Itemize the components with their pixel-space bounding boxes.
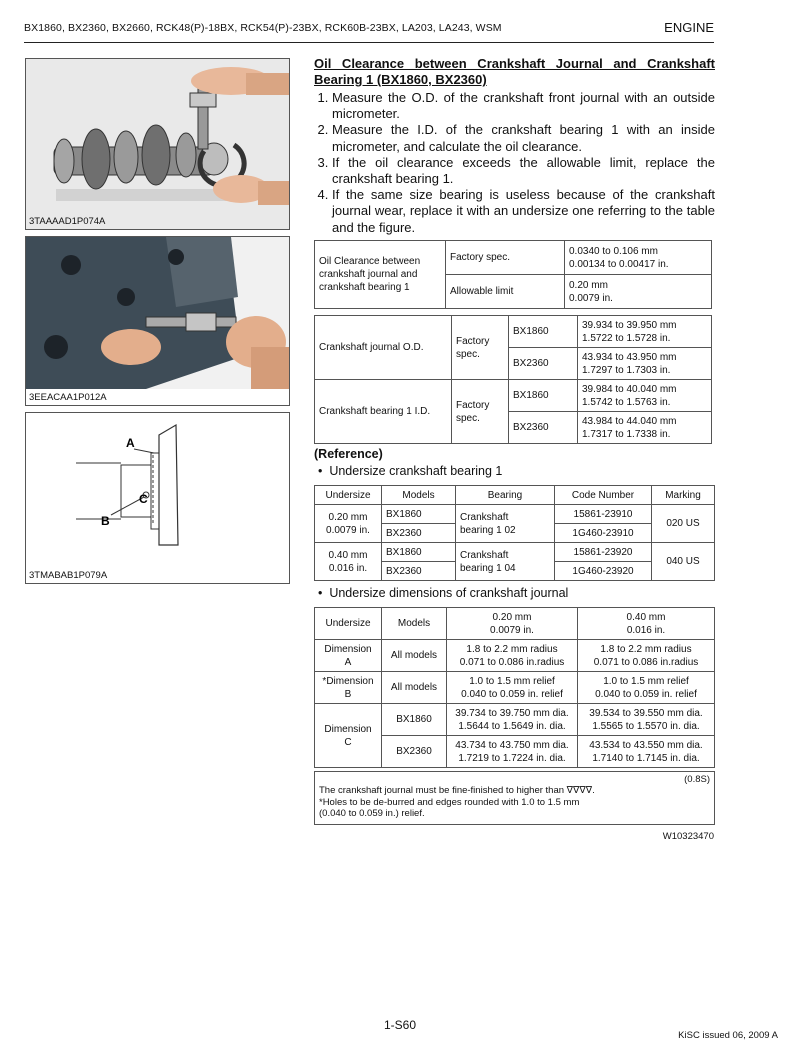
table-cell: Factory spec. [452,316,509,380]
table-cell: Crankshaft bearing 1 02 [456,505,555,543]
table-cell: 020 US [652,505,715,543]
reference-bullet-1: • Undersize crankshaft bearing 1 [318,464,503,478]
table-cell: 15861-23910 [555,505,652,524]
table-cell: 39.934 to 39.950 mm 1.5722 to 1.5728 in. [578,316,712,348]
table-header: Undersize [315,486,382,505]
table-cell: 0.20 mm 0.0079 in. [315,505,382,543]
finish-note [314,771,715,825]
figure-caption: 3TAAAAD1P074A [29,216,106,227]
undersize-bearing-table [314,485,715,581]
figure-caption: 3TMABAB1P079A [29,570,108,581]
oil-clearance-spec-table [314,240,712,309]
table-header: 0.40 mm 0.016 in. [578,608,715,640]
table-cell: 39.734 to 39.750 mm dia. 1.5644 to 1.5649 in. dia. [447,704,578,736]
step-item: 1. Measure the O.D. of the crankshaft front journal with an outside micrometer. [332,90,715,122]
table-cell: Crankshaft journal O.D. [315,316,452,380]
table-cell: Factory spec. [452,380,509,444]
figure-engine-block [25,236,290,406]
table-cell: 0.0340 to 0.106 mm 0.00134 to 0.00417 in. [565,241,712,275]
table-cell: Allowable limit [446,275,565,309]
table-cell: 43.734 to 43.750 mm dia. 1.7219 to 1.7224 in. dia. [447,736,578,768]
procedure-steps [314,90,715,236]
table-cell: 1G460-23920 [555,562,652,581]
label-c: C [139,492,148,506]
page-number: 1-S60 [383,1018,417,1032]
figure-journal-diagram [25,412,290,584]
table-cell: 15861-23920 [555,543,652,562]
table-header: Marking [652,486,715,505]
table-cell: 43.534 to 43.550 mm dia. 1.7140 to 1.7145 in. dia. [578,736,715,768]
step-item: 4. If the same size bearing is useless because of the crankshaft journal wear, replace it with an undersize one referring to the table and the figure. [332,187,715,236]
table-cell: BX1860 [509,380,578,412]
table-cell: Dimension C [315,704,382,768]
note-line-2: *Holes to be de-burred and edges rounded with 1.0 to 1.5 mm (0.040 to 0.059 in.) relief. [319,796,580,819]
table-cell: 1.8 to 2.2 mm radius 0.071 to 0.086 in.radius [447,640,578,672]
table-cell: 1.0 to 1.5 mm relief 0.040 to 0.059 in. relief [447,672,578,704]
table-cell: Oil Clearance between crankshaft journal and crankshaft bearing 1 [315,241,446,309]
table-cell: 1.8 to 2.2 mm radius 0.071 to 0.086 in.radius [578,640,715,672]
crankshaft-photo [26,59,289,229]
table-cell: BX1860 [382,505,456,524]
table-cell: 0.40 mm 0.016 in. [315,543,382,581]
table-cell: 1G460-23910 [555,524,652,543]
bullet-text: Undersize dimensions of crankshaft journal [329,586,569,600]
table-cell: 39.984 to 40.040 mm 1.5742 to 1.5763 in. [578,380,712,412]
table-cell: Crankshaft bearing 1 04 [456,543,555,581]
reference-heading: (Reference) [314,447,383,461]
table-cell: Crankshaft bearing 1 I.D. [315,380,452,444]
journal-bearing-spec-table [314,315,712,444]
table-header: Models [382,486,456,505]
table-cell: All models [382,640,447,672]
table-cell: BX1860 [382,704,447,736]
table-cell: 1.0 to 1.5 mm relief 0.040 to 0.059 in. relief [578,672,715,704]
table-header: 0.20 mm 0.0079 in. [447,608,578,640]
figure-crankshaft-micrometer [25,58,290,230]
document-code: W10323470 [662,831,714,842]
header-section: ENGINE [664,20,714,35]
label-b: B [101,514,110,528]
issue-info: KiSC issued 06, 2009 A [678,1030,778,1041]
table-cell: BX2360 [509,412,578,444]
header-divider [24,42,714,43]
undersize-journal-table [314,607,715,768]
header-models: BX1860, BX2360, BX2660, RCK48(P)-18BX, RCK54(P)-23BX, RCK60B-23BX, LA203, LA243, WSM [24,22,502,34]
engine-block-photo [26,237,289,389]
table-cell: BX1860 [509,316,578,348]
note-line-1: The crankshaft journal must be fine-finished to higher than ∇∇∇∇. [319,785,595,796]
table-cell: Factory spec. [446,241,565,275]
table-cell: All models [382,672,447,704]
table-header: Bearing [456,486,555,505]
table-cell: BX2360 [382,562,456,581]
table-cell: 43.934 to 43.950 mm 1.7297 to 1.7303 in. [578,348,712,380]
table-cell: 39.534 to 39.550 mm dia. 1.5565 to 1.5570 in. dia. [578,704,715,736]
table-cell: 43.984 to 44.040 mm 1.7317 to 1.7338 in. [578,412,712,444]
step-item: 2. Measure the I.D. of the crankshaft bearing 1 with an inside micrometer, and calculate the oil clearance. [332,122,715,154]
reference-bullet-2: • Undersize dimensions of crankshaft journal [318,586,569,600]
table-cell: Dimension A [315,640,382,672]
step-item: 3. If the oil clearance exceeds the allowable limit, replace the crankshaft bearing 1. [332,155,715,187]
table-header: Models [382,608,447,640]
table-cell: BX1860 [382,543,456,562]
table-cell: BX2360 [509,348,578,380]
bullet-text: Undersize crankshaft bearing 1 [329,464,503,478]
label-a: A [126,436,135,450]
surface-finish-mark: (0.8S) [684,774,710,785]
table-cell: *Dimension B [315,672,382,704]
table-header: Code Number [555,486,652,505]
table-cell: BX2360 [382,524,456,543]
table-cell: 0.20 mm 0.0079 in. [565,275,712,309]
table-cell: BX2360 [382,736,447,768]
journal-diagram [26,413,289,565]
figure-caption: 3EEACAA1P012A [29,392,107,403]
section-title: Oil Clearance between Crankshaft Journal and Crankshaft Bearing 1 (BX1860, BX2360) [314,56,715,87]
table-cell: 040 US [652,543,715,581]
table-header: Undersize [315,608,382,640]
